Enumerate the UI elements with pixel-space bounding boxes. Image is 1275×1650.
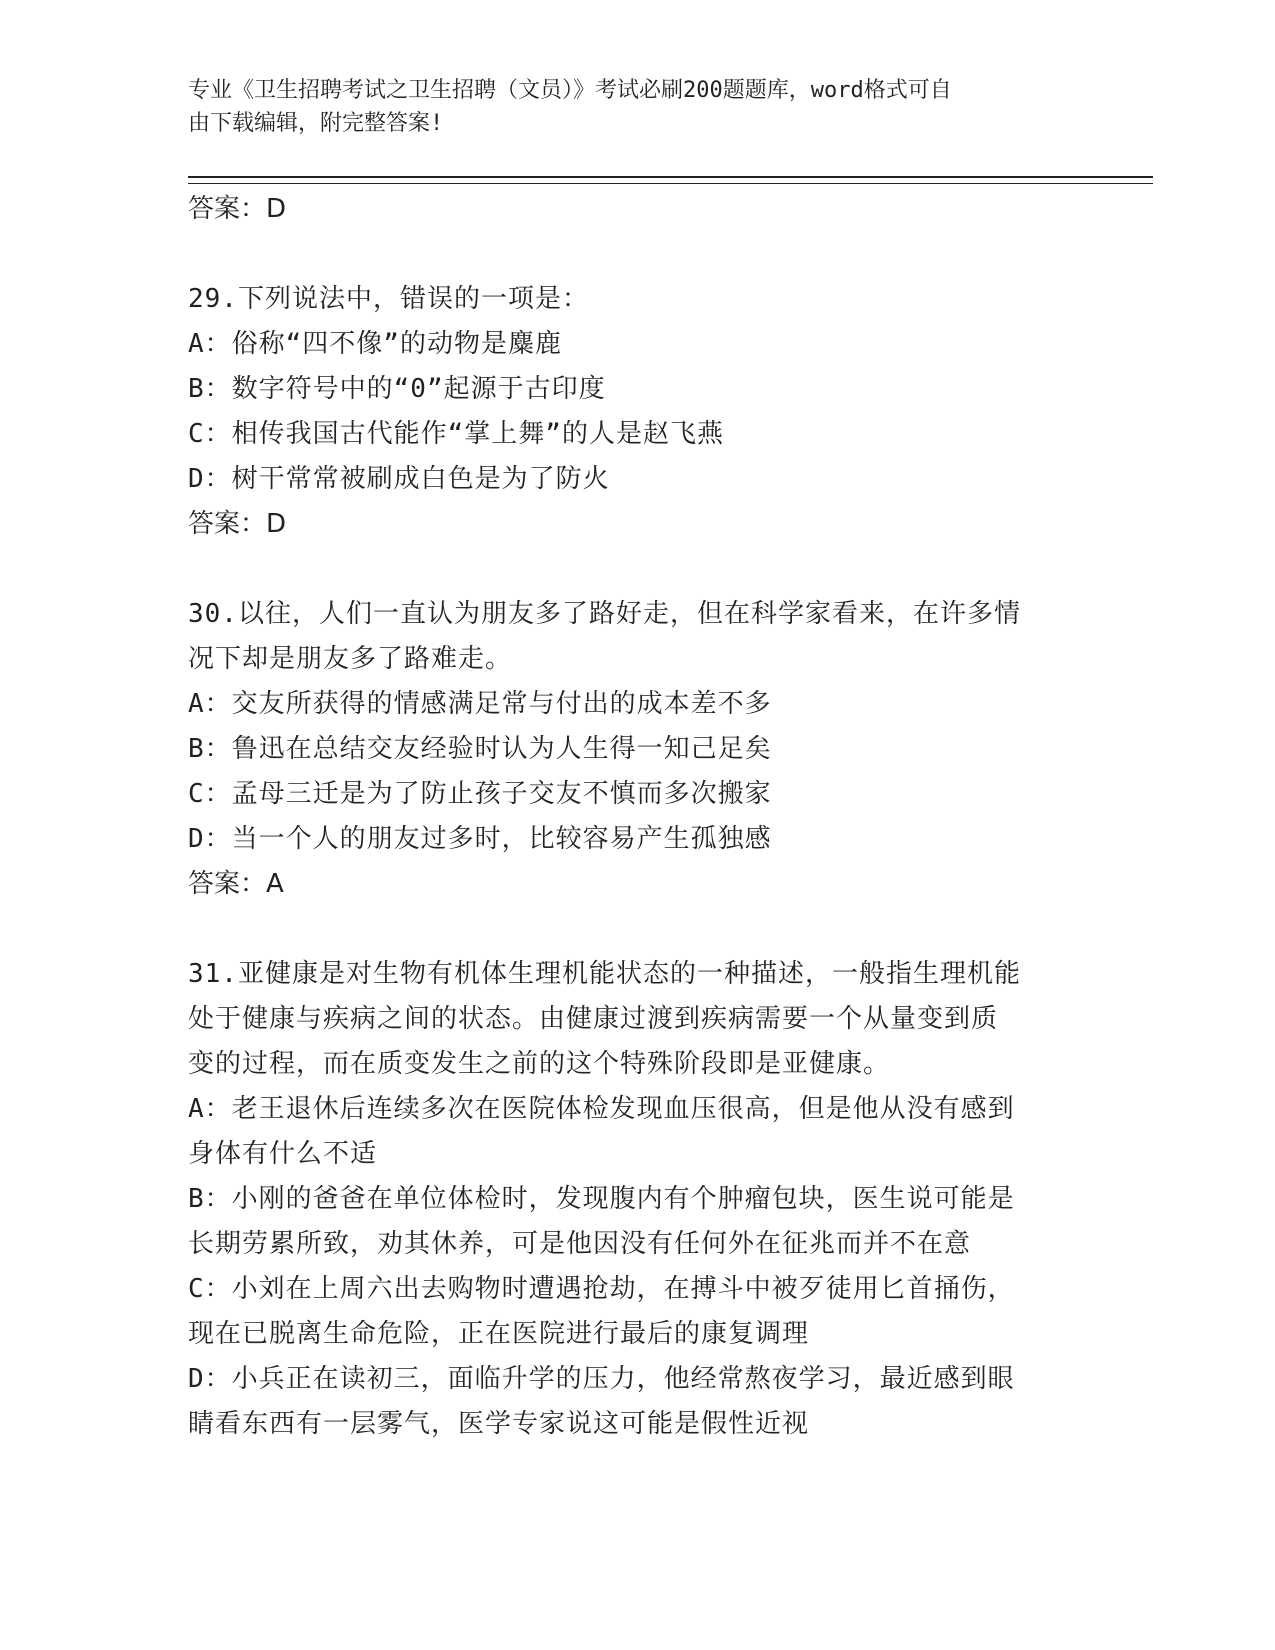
question-block	[188, 277, 1078, 547]
option-b: B：数字符号中的“0”起源于古印度	[188, 374, 606, 404]
header-rule-thick	[188, 176, 1153, 178]
option-c: C：孟母三迁是为了防止孩子交友不慎而多次搬家	[188, 779, 772, 809]
option-d: D：树干常常被刷成白色是为了防火	[188, 464, 610, 494]
option-c: C：小刘在上周六出去购物时遭遇抢劫，在搏斗中被歹徒用匕首捅伤，	[188, 1274, 1015, 1304]
option-d: D：当一个人的朋友过多时，比较容易产生孤独感	[188, 824, 772, 854]
spacer	[188, 232, 1078, 277]
question-stem: 29.下列说法中，错误的一项是：	[188, 284, 589, 314]
question-block	[188, 952, 1078, 1447]
option-d: 睛看东西有一层雾气，医学专家说这可能是假性近视	[188, 1409, 810, 1439]
answer-line: 答案：D	[188, 509, 287, 539]
question-stem: 变的过程，而在质变发生之前的这个特殊阶段即是亚健康。	[188, 1049, 891, 1079]
question-stem: 31.亚健康是对生物有机体生理机能状态的一种描述，一般指生理机能	[188, 959, 1021, 989]
option-a: A：老王退休后连续多次在医院体检发现血压很高，但是他从没有感到	[188, 1094, 1015, 1124]
document-header	[188, 74, 1068, 140]
option-c: C：相传我国古代能作“掌上舞”的人是赵飞燕	[188, 419, 724, 449]
option-a: 身体有什么不适	[188, 1139, 378, 1169]
question-list	[188, 187, 1078, 1447]
option-b: B：鲁迅在总结交友经验时认为人生得一知己足矣	[188, 734, 772, 764]
option-a: A：俗称“四不像”的动物是麋鹿	[188, 329, 562, 359]
question-stem: 处于健康与疾病之间的状态。由健康过渡到疾病需要一个从量变到质	[188, 1004, 999, 1034]
header-rule-thin	[188, 183, 1153, 184]
question-stem: 况下却是朋友多了路难走。	[188, 644, 513, 674]
option-b: B：小刚的爸爸在单位体检时，发现腹内有个肿瘤包块，医生说可能是	[188, 1184, 1015, 1214]
option-d: D：小兵正在读初三，面临升学的压力，他经常熬夜学习，最近感到眼	[188, 1364, 1015, 1394]
answer-line: 答案：A	[188, 869, 284, 899]
option-c: 现在已脱离生命危险，正在医院进行最后的康复调理	[188, 1319, 810, 1349]
question-stem: 30.以往，人们一直认为朋友多了路好走，但在科学家看来，在许多情	[188, 599, 1021, 629]
spacer	[188, 547, 1078, 592]
spacer	[188, 907, 1078, 952]
question-block	[188, 592, 1078, 907]
option-a: A：交友所获得的情感满足常与付出的成本差不多	[188, 689, 772, 719]
option-b: 长期劳累所致，劝其休养，可是他因没有任何外在征兆而并不在意	[188, 1229, 972, 1259]
header-line: 由下载编辑，附完整答案!	[188, 111, 444, 136]
header-line: 专业《卫生招聘考试之卫生招聘（文员）》考试必刷200题题库，word格式可自	[188, 78, 952, 103]
answer-line: 答案：D	[188, 194, 287, 224]
